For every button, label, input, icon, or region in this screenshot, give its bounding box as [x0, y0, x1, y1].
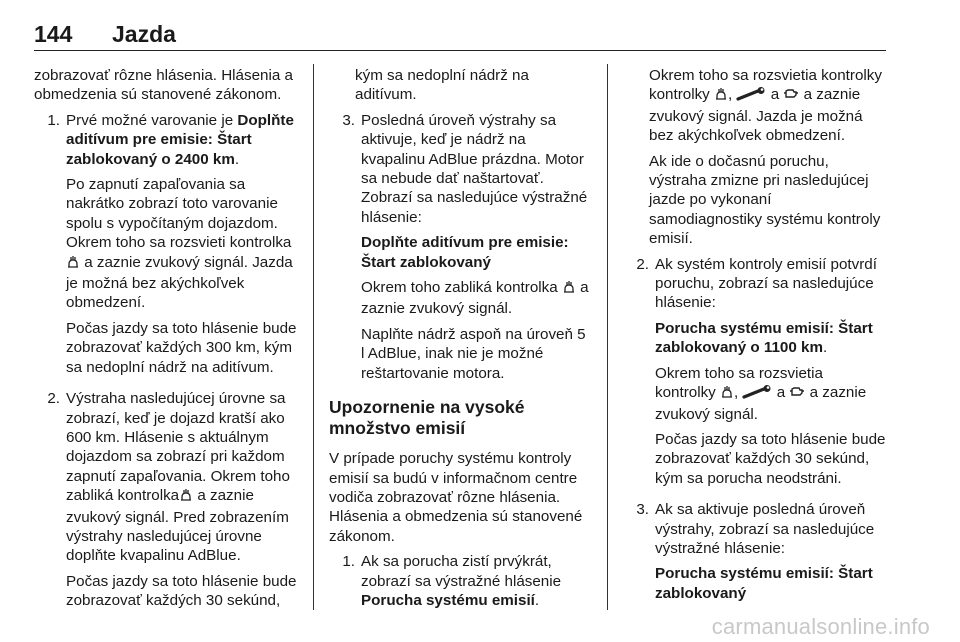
text: , — [734, 384, 739, 402]
watermark: carmanualsonline.info — [711, 614, 930, 639]
emission-warning-icon — [714, 87, 728, 106]
text: . — [823, 339, 828, 357]
text: a zaznie zvukový signál. Jazda je možná bez akýchkoľvek obmedzení. — [649, 86, 863, 145]
continued-text — [649, 66, 887, 146]
text: . — [234, 150, 240, 168]
list-paragraph: Posledná úroveň výstrahy sa aktivuje, keď je nádrž na kvapalinu AdBlue prázdna. Motor sa nebude dať naštartovať. Zobrazí sa nasledujúce výstražné hlásenie: — [361, 111, 588, 226]
message-text: Doplňte aditívum pre emisie: Štart zablokovaný o 2400 km — [66, 111, 294, 168]
list-paragraph — [361, 278, 593, 319]
list-paragraph: Ak sa aktivuje posledná úroveň výstrahy, zobrazí sa nasledujúce výstražné hlásenie: — [655, 501, 875, 557]
text: kontrolky — [649, 86, 714, 104]
list-paragraph — [66, 389, 302, 566]
list-paragraph — [361, 552, 593, 610]
text: a zaznie zvukový signál. — [361, 279, 589, 318]
list-number: 3. — [636, 501, 649, 519]
list-paragraph: Počas jazdy sa toto hlásenie bude zobrazovať každých 30 sekúnd, kým sa porucha neodstráni. — [655, 430, 886, 487]
intro-paragraph: zobrazovať rôzne hlásenia. Hlásenia a obmedzenia sú stanovené zákonom. — [34, 67, 293, 104]
section-heading: Upozornenie na vysoké množstvo emisií — [329, 397, 525, 439]
engine-check-icon — [783, 87, 799, 106]
text: , — [728, 86, 733, 104]
text: Výstraha nasledujúcej úrovne sa zobrazí, keď je dojazd kratší ako 600 km. Hlásenie s aktuálnym dojazdom sa zobrazí pri každom zapnutí zapaľovania. Okrem toho zabliká kontrolka — [66, 390, 290, 505]
continued-text: kým sa nedoplní nádrž na aditívum. — [355, 67, 529, 104]
list-paragraph: Ak systém kontroly emisií potvrdí poruchu, zobrazí sa nasledujúce hlásenie: — [655, 255, 877, 312]
list-item — [623, 500, 887, 609]
text: a — [772, 384, 786, 402]
text: Prvé možné varovanie je — [66, 111, 238, 129]
list-paragraph — [655, 364, 887, 424]
text: Po zapnutí zapaľovania sa nakrátko zobrazí toto varovanie spolu s vypočítaným dojazdom. Okrem toho sa rozsvieti kontrolka — [66, 176, 292, 252]
message-text: Porucha systému emisií: Štart zablokovaný o 1100 km — [655, 319, 873, 357]
text: a zaznie zvukový signál. Jazda je možná bez akýchkoľvek obmedzení. — [66, 253, 293, 312]
emission-warning-icon — [720, 385, 734, 404]
text: Okrem toho zabliká kontrolka — [361, 279, 558, 297]
wrench-icon — [736, 87, 766, 106]
column-3 — [623, 66, 887, 615]
list-paragraph — [66, 111, 302, 169]
text: Ak sa porucha zistí prvýkrát, zobrazí sa výstražné hlásenie — [361, 553, 562, 590]
list-item — [34, 389, 302, 616]
page-number: 144 — [34, 20, 73, 47]
message-text: Porucha systému emisií: Štart zablokovaný — [655, 565, 873, 602]
message-text: Doplňte aditívum pre emisie: Štart zablokovaný — [361, 234, 569, 271]
page-header — [34, 18, 886, 51]
list-number: 2. — [47, 390, 60, 408]
list-number: 3. — [342, 111, 355, 129]
engine-check-icon — [789, 385, 805, 404]
column-2 — [329, 66, 593, 622]
list-item — [34, 111, 302, 383]
list-item — [329, 552, 593, 616]
continued-text: Ak ide o dočasnú poruchu, výstraha zmizne pri nasledujúcej jazde po vykonaní samodiagnostiky systému kontroly emisií. — [649, 152, 881, 248]
list-number: 1. — [47, 111, 60, 129]
text: a zaznie zvukový signál. — [655, 384, 867, 423]
column-divider — [607, 64, 608, 610]
emission-warning-icon — [179, 488, 193, 507]
list-paragraph: Počas jazdy sa toto hlásenie bude zobrazovať každých 300 km, kým sa nedoplní nádrž na aditívum. — [66, 319, 297, 376]
list-paragraph: Počas jazdy sa toto hlásenie bude zobrazovať každých 30 sekúnd, — [66, 572, 297, 610]
section-paragraph: V prípade poruchy systému kontroly emisií sa budú v informačnom centre vodiča zobrazovať rôzne hlásenia. Hlásenia a obmedzenia sú stanovené zákonom. — [329, 450, 583, 545]
text: a zaznie zvukový signál. Pred zobrazením výstrahy nasledujúcej úrovne doplňte kvapalinu AdBlue. — [66, 487, 289, 565]
list-item — [623, 255, 887, 494]
text: Okrem toho sa rozsvietia kontrolky — [655, 364, 823, 402]
chapter-title: Jazda — [112, 20, 176, 47]
list-item — [329, 111, 593, 389]
text: . — [534, 591, 540, 609]
emission-warning-icon — [66, 255, 80, 274]
text: Okrem toho sa rozsvietia kontrolky — [649, 67, 882, 84]
list-number: 1. — [342, 553, 355, 571]
column-1 — [34, 66, 302, 623]
list-paragraph: Naplňte nádrž aspoň na úroveň 5 l AdBlue, inak nie je možné reštartovanie motora. — [361, 325, 586, 382]
list-number: 2. — [636, 255, 649, 273]
text: a — [766, 86, 780, 104]
message-paragraph — [655, 319, 887, 358]
wrench-icon — [742, 385, 772, 404]
message-text: Porucha systému emisií — [361, 591, 535, 609]
emission-warning-icon — [562, 280, 576, 299]
column-divider — [313, 64, 314, 610]
list-paragraph — [66, 175, 302, 313]
